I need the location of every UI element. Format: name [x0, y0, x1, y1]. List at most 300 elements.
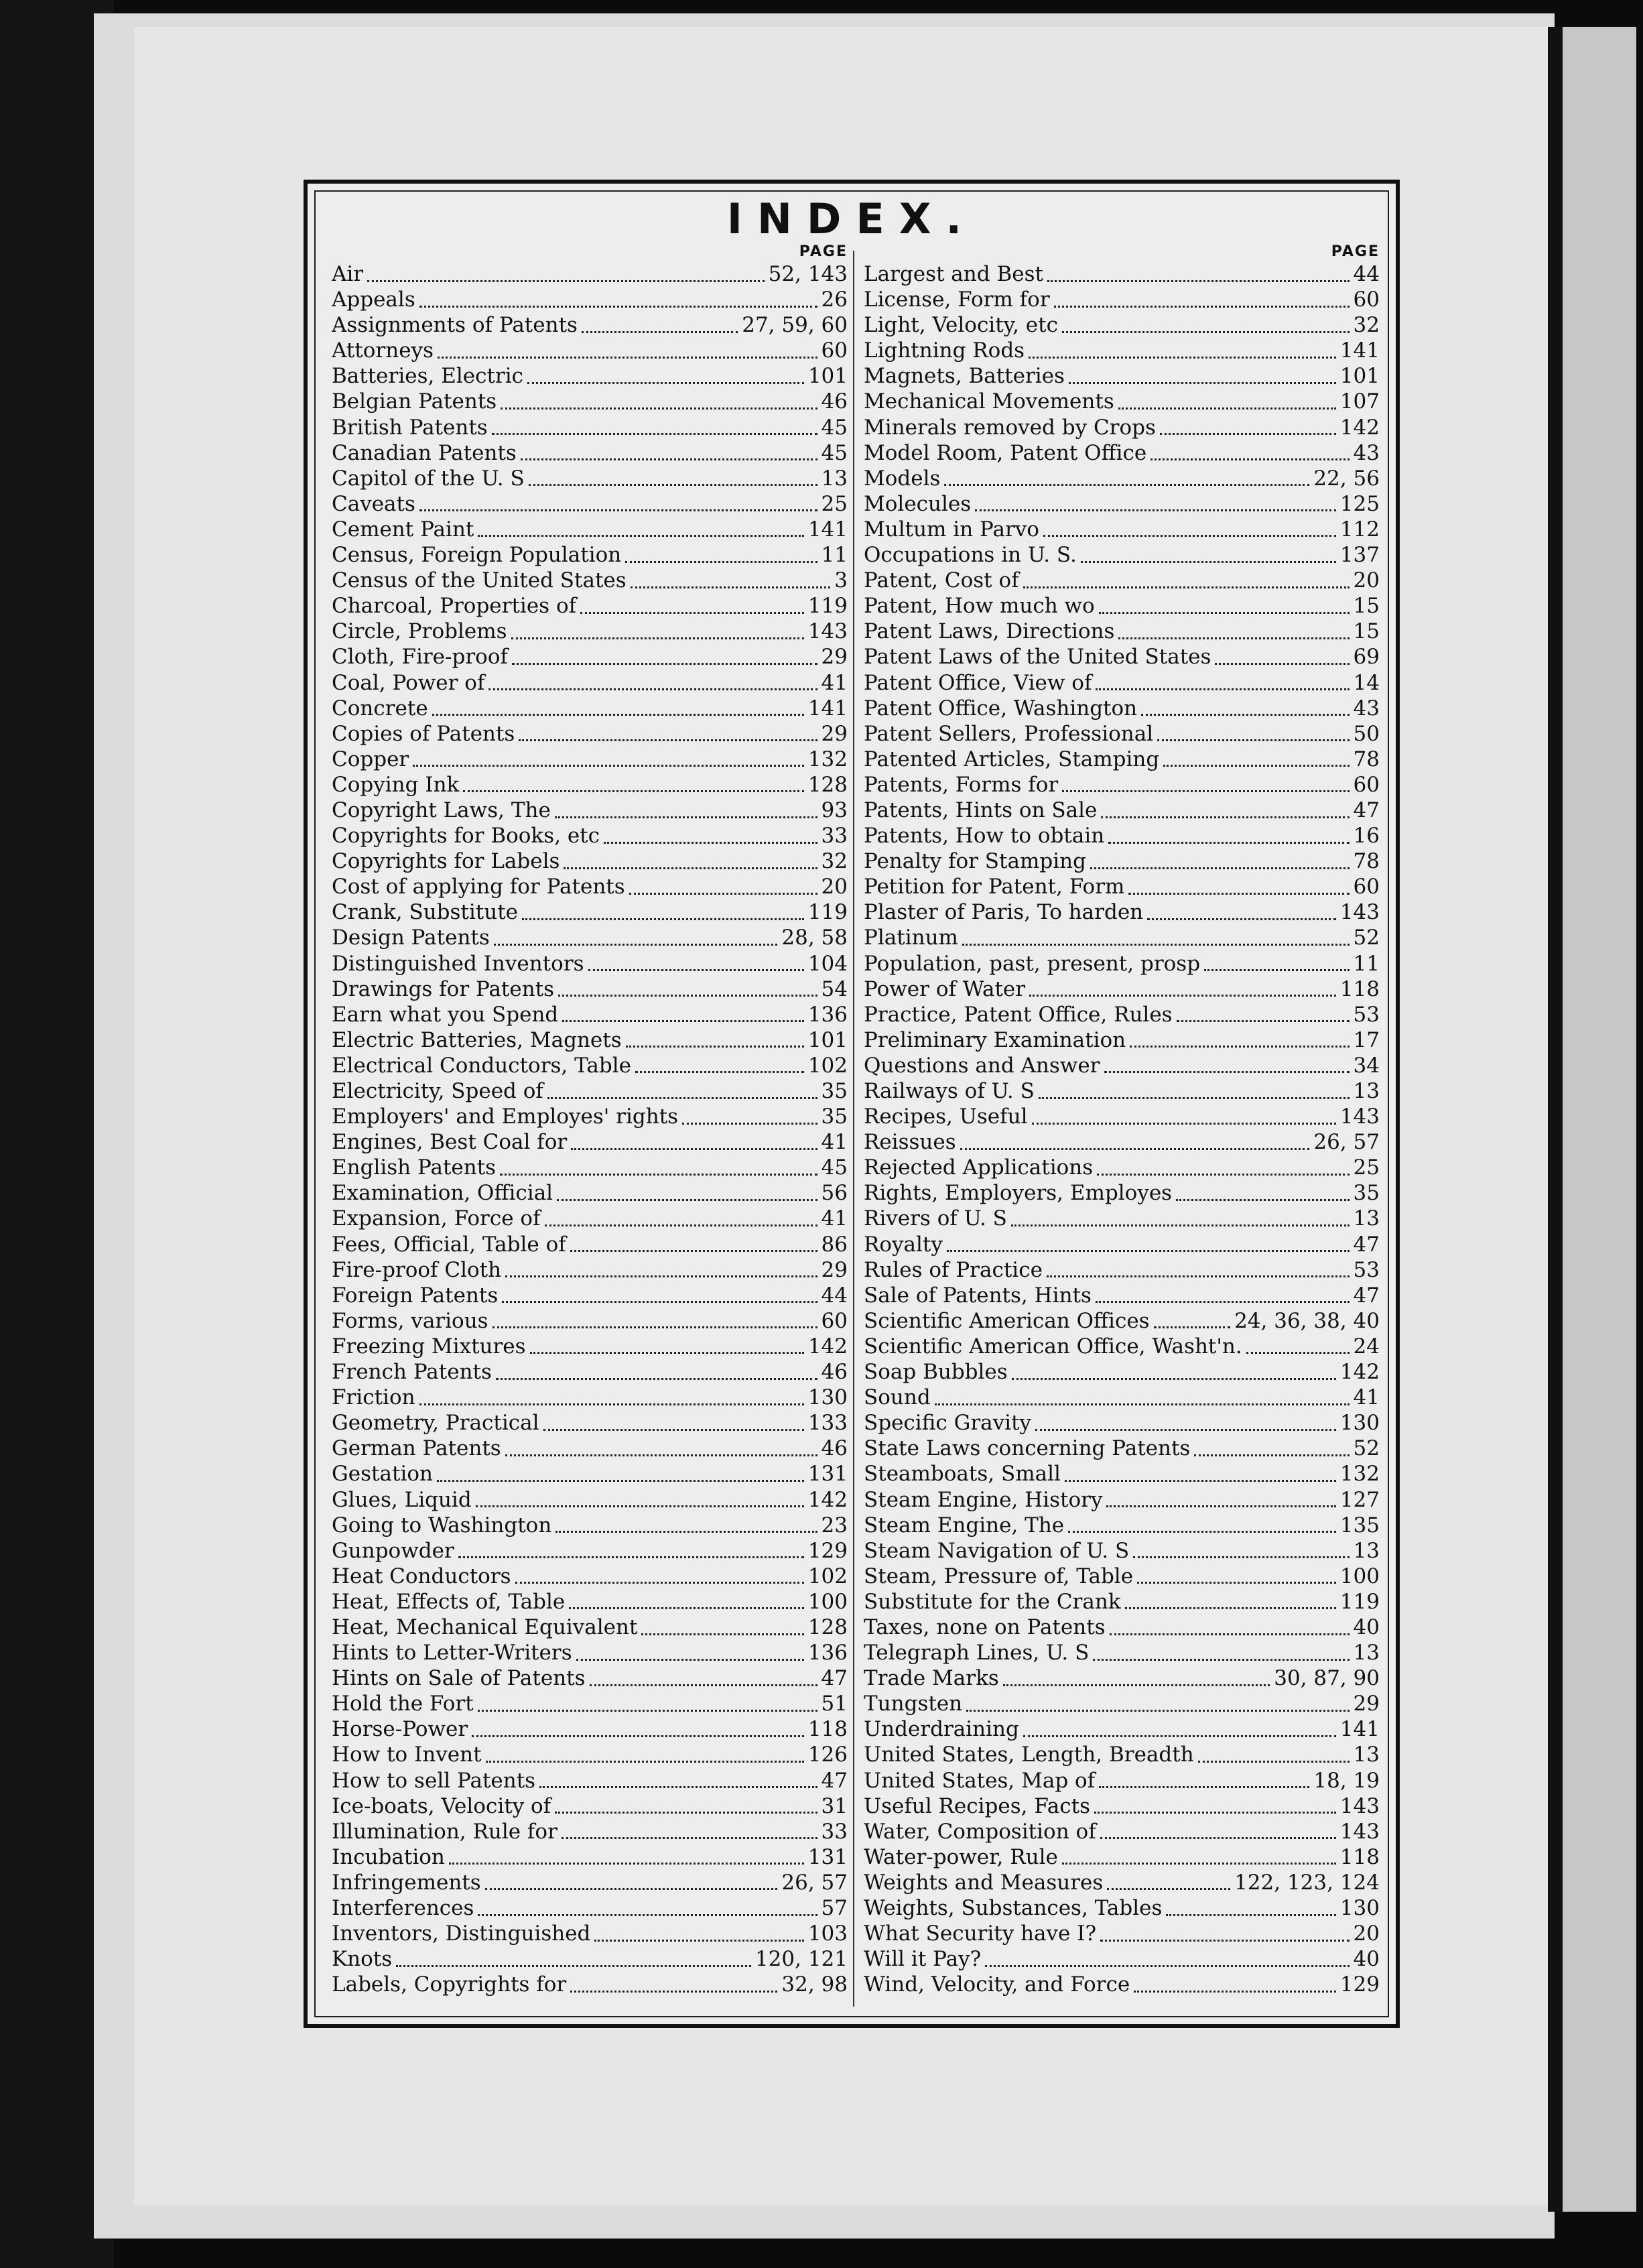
index-entry: [332, 1793, 848, 1819]
index-term: Occupations in U. S.: [864, 543, 1077, 568]
dot-leader: [519, 726, 817, 741]
dot-leader: [590, 1671, 817, 1686]
dot-leader: [419, 496, 817, 511]
index-entry: [864, 466, 1380, 491]
index-entry: [864, 517, 1380, 542]
index-term: Sound: [864, 1385, 931, 1410]
index-page-number: 69: [1353, 645, 1380, 670]
index-page-number: 18, 19: [1313, 1768, 1380, 1793]
index-page-number: 135: [1339, 1513, 1380, 1537]
index-term: Patent Office, View of: [864, 670, 1092, 695]
index-entry: [864, 287, 1380, 312]
index-entry: [864, 721, 1380, 747]
index-term: Cost of applying for Patents: [332, 875, 625, 899]
index-page-number: 132: [1339, 1462, 1380, 1487]
index-term: Patent Office, Washington: [864, 696, 1138, 720]
index-page-number: 26, 57: [1313, 1130, 1380, 1155]
index-page-number: 32, 98: [781, 1972, 848, 1997]
index-term: Taxes, none on Patents: [864, 1615, 1106, 1639]
index-page-number: 129: [807, 1538, 848, 1563]
index-entry: [864, 1487, 1380, 1513]
index-entry: [864, 1895, 1380, 1921]
left-entries: [332, 261, 848, 1997]
adjacent-page-edge: [1563, 27, 1636, 2212]
dot-leader: [1176, 1186, 1349, 1201]
index-page-number: 32: [1353, 313, 1380, 338]
index-entry: [864, 1257, 1380, 1283]
index-entry: [864, 1640, 1380, 1665]
index-term: Steam Engine, History: [864, 1487, 1103, 1512]
index-entry: [864, 747, 1380, 772]
index-entry: [332, 287, 848, 312]
dot-leader: [527, 369, 804, 384]
dot-leader: [1054, 292, 1350, 308]
dot-leader: [1101, 803, 1349, 818]
index-term: Weights, Substances, Tables: [864, 1896, 1163, 1920]
index-page-number: 14: [1353, 670, 1380, 695]
dot-leader: [1029, 343, 1336, 359]
index-entry: [332, 1283, 848, 1308]
dot-leader: [1100, 1824, 1336, 1839]
index-page-number: 136: [807, 1641, 848, 1665]
index-entry: [864, 1589, 1380, 1615]
dot-leader: [635, 1058, 804, 1073]
index-page-number: 47: [821, 1666, 848, 1691]
index-term: Assignments of Patents: [332, 313, 578, 338]
page-header-left: PAGE: [799, 243, 848, 260]
index-page-number: 45: [821, 415, 848, 440]
dot-leader: [1134, 1977, 1336, 1993]
index-entry: [864, 1180, 1380, 1206]
index-page-number: 142: [1339, 415, 1380, 440]
dot-leader: [564, 854, 817, 869]
index-term: Belgian Patents: [332, 389, 497, 414]
index-entry: [864, 619, 1380, 644]
dot-leader: [472, 1722, 804, 1737]
index-page-number: 125: [1339, 491, 1380, 516]
index-entry: [332, 1640, 848, 1665]
index-page-number: 32: [821, 849, 848, 874]
dot-leader: [576, 1645, 804, 1661]
dot-leader: [1035, 1415, 1336, 1431]
dot-leader: [1062, 318, 1350, 333]
index-entry: [332, 1436, 848, 1461]
dot-leader: [522, 905, 804, 920]
index-term: Going to Washington: [332, 1513, 552, 1537]
dot-leader: [1118, 394, 1336, 410]
index-page-number: 52: [1353, 926, 1380, 950]
dot-leader: [1093, 1645, 1349, 1661]
dot-leader: [1110, 1620, 1350, 1635]
index-entry: [332, 1053, 848, 1078]
dot-leader: [547, 1084, 817, 1099]
dot-leader: [505, 1262, 817, 1277]
index-page-number: 60: [1353, 772, 1380, 797]
dot-leader: [985, 1952, 1349, 1967]
index-page-number: 51: [821, 1692, 848, 1716]
index-page-number: 52: [1353, 1436, 1380, 1461]
index-term: United States, Length, Breadth: [864, 1743, 1194, 1767]
dot-leader: [478, 1696, 817, 1712]
index-page-number: 143: [1339, 1793, 1380, 1818]
index-term: Underdraining: [864, 1717, 1019, 1742]
index-column-left: [332, 243, 848, 1997]
dot-leader: [1166, 1901, 1335, 1916]
index-term: Forms, various: [332, 1308, 488, 1333]
dot-leader: [367, 267, 765, 282]
index-page-number: 101: [807, 364, 848, 389]
index-entry: [332, 1232, 848, 1257]
dot-leader: [558, 981, 817, 997]
index-page-number: 56: [821, 1181, 848, 1206]
index-page-number: 11: [821, 543, 848, 568]
index-entry: [332, 696, 848, 721]
dot-leader: [569, 1594, 804, 1609]
index-term: Coal, Power of: [332, 670, 485, 695]
index-term: Steamboats, Small: [864, 1462, 1061, 1487]
index-page-number: 127: [1339, 1487, 1380, 1512]
index-entry: [332, 1385, 848, 1410]
dot-leader: [1043, 521, 1336, 537]
index-term: Scientific American Offices: [864, 1308, 1150, 1333]
dot-leader: [437, 1466, 804, 1482]
index-page-number: 47: [821, 1768, 848, 1793]
dot-leader: [571, 1135, 817, 1150]
index-page-number: 102: [807, 1053, 848, 1078]
right-entries: [864, 261, 1380, 1997]
dot-leader: [582, 318, 738, 333]
index-entry: [864, 261, 1380, 287]
dot-leader: [1065, 1466, 1336, 1482]
dot-leader: [1032, 1109, 1336, 1125]
index-term: Design Patents: [332, 926, 490, 950]
dot-leader: [419, 1390, 804, 1405]
dot-leader: [1163, 751, 1349, 767]
dot-leader: [1125, 1594, 1336, 1609]
index-term: Railways of U. S: [864, 1079, 1035, 1103]
index-entry: [864, 338, 1380, 363]
dot-leader: [512, 649, 817, 665]
index-term: Magnets, Batteries: [864, 364, 1065, 389]
index-entry: [864, 644, 1380, 670]
index-entry: [864, 389, 1380, 414]
index-entry: [864, 951, 1380, 976]
index-term: Copying Ink: [332, 772, 460, 797]
index-entry: [864, 1921, 1380, 1946]
index-page-number: 43: [1353, 696, 1380, 720]
index-term: English Patents: [332, 1155, 497, 1180]
dot-leader: [557, 1186, 817, 1201]
index-page-number: 13: [1353, 1079, 1380, 1103]
dot-leader: [511, 624, 804, 639]
dot-leader: [1215, 649, 1349, 665]
index-entry: [332, 1768, 848, 1793]
index-term: Patents, Forms for: [864, 772, 1059, 797]
index-term: Employers' and Employes' rights: [332, 1105, 679, 1129]
index-entry: [332, 747, 848, 772]
index-term: Steam Navigation of U. S: [864, 1538, 1130, 1563]
index-page-number: 25: [821, 491, 848, 516]
index-page-number: 29: [821, 645, 848, 670]
dot-leader: [521, 445, 817, 460]
index-page-number: 54: [821, 976, 848, 1001]
dot-leader: [500, 1160, 817, 1176]
dot-leader: [1062, 1849, 1336, 1865]
index-entry: [864, 1104, 1380, 1129]
index-entry: [864, 1053, 1380, 1078]
index-term: Geometry, Practical: [332, 1411, 539, 1436]
index-page-number: 57: [821, 1896, 848, 1920]
dot-leader: [485, 1875, 778, 1890]
index-term: Friction: [332, 1385, 415, 1410]
index-page-number: 3: [834, 568, 848, 593]
index-entry: [332, 1180, 848, 1206]
index-term: Steam Engine, The: [864, 1513, 1065, 1537]
dot-leader: [1157, 726, 1349, 741]
dot-leader: [562, 1824, 817, 1839]
index-entry: [332, 721, 848, 747]
index-entry: [864, 491, 1380, 517]
dot-leader: [1099, 1773, 1309, 1788]
index-term: Population, past, present, prosp: [864, 951, 1201, 976]
index-page-number: 20: [821, 875, 848, 899]
dot-leader: [1133, 1543, 1349, 1558]
index-page-number: 141: [807, 517, 848, 542]
dot-leader: [1081, 548, 1336, 563]
index-page-number: 78: [1353, 747, 1380, 771]
dot-leader: [1130, 1032, 1349, 1048]
index-term: Heat, Mechanical Equivalent: [332, 1615, 638, 1639]
index-term: British Patents: [332, 415, 488, 440]
dot-leader: [594, 1926, 803, 1942]
index-term: Water-power, Rule: [864, 1844, 1058, 1869]
index-term: United States, Map of: [864, 1768, 1096, 1793]
index-entry: [332, 1410, 848, 1436]
index-page-number: 15: [1353, 619, 1380, 644]
index-term: Attorneys: [332, 338, 434, 363]
index-term: Labels, Copyrights for: [332, 1972, 567, 1997]
index-term: Rules of Practice: [864, 1257, 1043, 1282]
index-entry: [332, 1461, 848, 1487]
index-entry: [332, 1615, 848, 1640]
dot-leader: [555, 803, 817, 818]
index-page-number: 141: [1339, 1717, 1380, 1742]
index-term: Gestation: [332, 1462, 433, 1487]
index-entry: [332, 772, 848, 798]
index-term: Rejected Applications: [864, 1155, 1094, 1180]
dot-leader: [935, 1390, 1350, 1405]
dot-leader: [1118, 624, 1349, 639]
index-page-number: 44: [821, 1283, 848, 1308]
dot-leader: [502, 1287, 817, 1303]
index-page-number: 60: [1353, 875, 1380, 899]
index-page-number: 20: [1353, 1922, 1380, 1946]
dot-leader: [570, 1237, 817, 1252]
index-entry: [332, 1078, 848, 1104]
dot-leader: [1154, 1313, 1230, 1328]
index-entry: [332, 670, 848, 696]
dot-leader: [1012, 1365, 1336, 1380]
index-page-number: 25: [1353, 1155, 1380, 1180]
index-entry: [864, 925, 1380, 950]
dot-leader: [588, 956, 804, 971]
index-page-number: 52, 143: [768, 262, 848, 286]
index-term: Patent, How much wo: [864, 594, 1095, 619]
index-term: Gunpowder: [332, 1538, 454, 1563]
column-divider: [853, 251, 854, 2007]
index-term: Concrete: [332, 696, 428, 720]
index-term: Preliminary Examination: [864, 1027, 1126, 1052]
index-page-number: 119: [807, 900, 848, 925]
index-term: Census, Foreign Population: [332, 543, 622, 568]
index-entry: [332, 1921, 848, 1946]
dot-leader: [1194, 1441, 1349, 1456]
index-entry: [864, 1385, 1380, 1410]
index-entry: [332, 1716, 848, 1742]
index-term: Inventors, Distinguished: [332, 1922, 591, 1946]
index-entry: [864, 1410, 1380, 1436]
index-page-number: 23: [821, 1513, 848, 1537]
index-term: How to Invent: [332, 1743, 482, 1767]
index-term: German Patents: [332, 1436, 501, 1461]
dot-leader: [625, 548, 817, 563]
index-term: Recipes, Useful: [864, 1105, 1028, 1129]
index-term: Lightning Rods: [864, 338, 1025, 363]
index-page-number: 30, 87, 90: [1274, 1666, 1380, 1691]
dot-leader: [1141, 700, 1349, 716]
index-entry: [864, 1283, 1380, 1308]
index-entry: [864, 1844, 1380, 1870]
index-page-number: 26, 57: [781, 1870, 848, 1895]
index-page-number: 20: [1353, 568, 1380, 593]
dot-leader: [631, 573, 831, 588]
index-term: Model Room, Patent Office: [864, 440, 1147, 465]
index-page-number: 102: [807, 1564, 848, 1588]
index-entry: [332, 1002, 848, 1027]
dot-leader: [413, 751, 804, 767]
index-term: Water, Composition of: [864, 1819, 1096, 1844]
index-entry: [332, 1155, 848, 1180]
index-page-number: 86: [821, 1232, 848, 1257]
index-entry: [332, 1129, 848, 1155]
index-page-number: 24, 36, 38, 40: [1234, 1308, 1380, 1333]
dot-leader: [562, 1007, 804, 1022]
index-entry: [864, 848, 1380, 874]
index-term: Electrical Conductors, Table: [332, 1053, 631, 1078]
dot-leader: [1090, 854, 1350, 869]
index-page-number: 46: [821, 1436, 848, 1461]
index-entry: [332, 1895, 848, 1921]
index-page-number: 41: [821, 1130, 848, 1155]
index-term: Glues, Liquid: [332, 1487, 472, 1512]
index-entry: [864, 798, 1380, 823]
index-term: Capitol of the U. S: [332, 466, 525, 491]
dot-leader: [539, 1773, 817, 1788]
index-entry: [332, 338, 848, 363]
index-term: Interferences: [332, 1896, 474, 1920]
dot-leader: [1198, 1747, 1350, 1763]
index-term: How to sell Patents: [332, 1768, 536, 1793]
index-term: Cement Paint: [332, 517, 474, 542]
index-page-number: 43: [1353, 440, 1380, 465]
index-term: Electricity, Speed of: [332, 1079, 543, 1103]
index-term: Expansion, Force of: [332, 1206, 541, 1231]
dot-leader: [1099, 598, 1350, 614]
index-entry: [864, 1359, 1380, 1385]
index-page-number: 132: [807, 747, 848, 771]
dot-leader: [1068, 1517, 1336, 1533]
index-entry: [864, 670, 1380, 696]
index-page-number: 13: [1353, 1641, 1380, 1665]
dot-leader: [555, 1517, 817, 1533]
index-entry: [864, 696, 1380, 721]
index-term: Copies of Patents: [332, 721, 515, 746]
index-entry: [332, 542, 848, 568]
index-entry: [332, 1206, 848, 1231]
index-term: Wind, Velocity, and Force: [864, 1972, 1130, 1997]
index-term: Earn what you Spend: [332, 1002, 559, 1027]
index-term: Platinum: [864, 926, 958, 950]
index-entry: [332, 1513, 848, 1538]
index-entry: [332, 1308, 848, 1334]
dot-leader: [682, 1109, 817, 1125]
index-term: Models: [864, 466, 941, 491]
index-term: Rivers of U. S: [864, 1206, 1007, 1231]
dot-leader: [962, 930, 1350, 946]
index-term: Largest and Best: [864, 262, 1043, 286]
index-page-number: 122, 123, 124: [1234, 1870, 1380, 1895]
dot-leader: [496, 1365, 817, 1380]
dot-leader: [1096, 1287, 1350, 1303]
index-entry: [332, 415, 848, 440]
dot-leader: [1094, 1798, 1336, 1814]
dot-leader: [570, 1977, 777, 1993]
dot-leader: [1204, 956, 1349, 971]
dot-leader: [1100, 1926, 1349, 1942]
index-term: Patents, How to obtain: [864, 824, 1105, 848]
index-entry: [332, 491, 848, 517]
dot-leader: [478, 1901, 817, 1916]
index-entry: [864, 772, 1380, 798]
index-page-number: 130: [1339, 1896, 1380, 1920]
index-entry: [332, 1027, 848, 1053]
index-term: Minerals removed by Crops: [864, 415, 1156, 440]
index-entry: [332, 1946, 848, 1972]
index-term: Batteries, Electric: [332, 364, 524, 389]
index-page-number: 93: [821, 798, 848, 822]
dot-leader: [1137, 1568, 1336, 1584]
index-term: Engines, Best Coal for: [332, 1130, 568, 1155]
index-term: Copper: [332, 747, 409, 771]
dot-leader: [555, 1798, 817, 1814]
index-term: Heat Conductors: [332, 1564, 511, 1588]
index-term: Freezing Mixtures: [332, 1334, 526, 1359]
index-term: Patent Laws of the United States: [864, 645, 1211, 670]
index-term: State Laws concerning Patents: [864, 1436, 1191, 1461]
index-page-number: 29: [1353, 1692, 1380, 1716]
index-term: Ice-boats, Velocity of: [332, 1793, 551, 1818]
index-term: Practice, Patent Office, Rules: [864, 1002, 1173, 1027]
index-term: Foreign Patents: [332, 1283, 499, 1308]
dot-leader: [530, 1338, 804, 1354]
index-page-number: 130: [1339, 1411, 1380, 1436]
index-entry: [332, 1359, 848, 1385]
index-term: Crank, Substitute: [332, 900, 519, 925]
index-term: Air: [332, 262, 364, 286]
dot-leader: [960, 1135, 1310, 1150]
index-entry: [864, 1946, 1380, 1972]
index-term: Cloth, Fire-proof: [332, 645, 508, 670]
